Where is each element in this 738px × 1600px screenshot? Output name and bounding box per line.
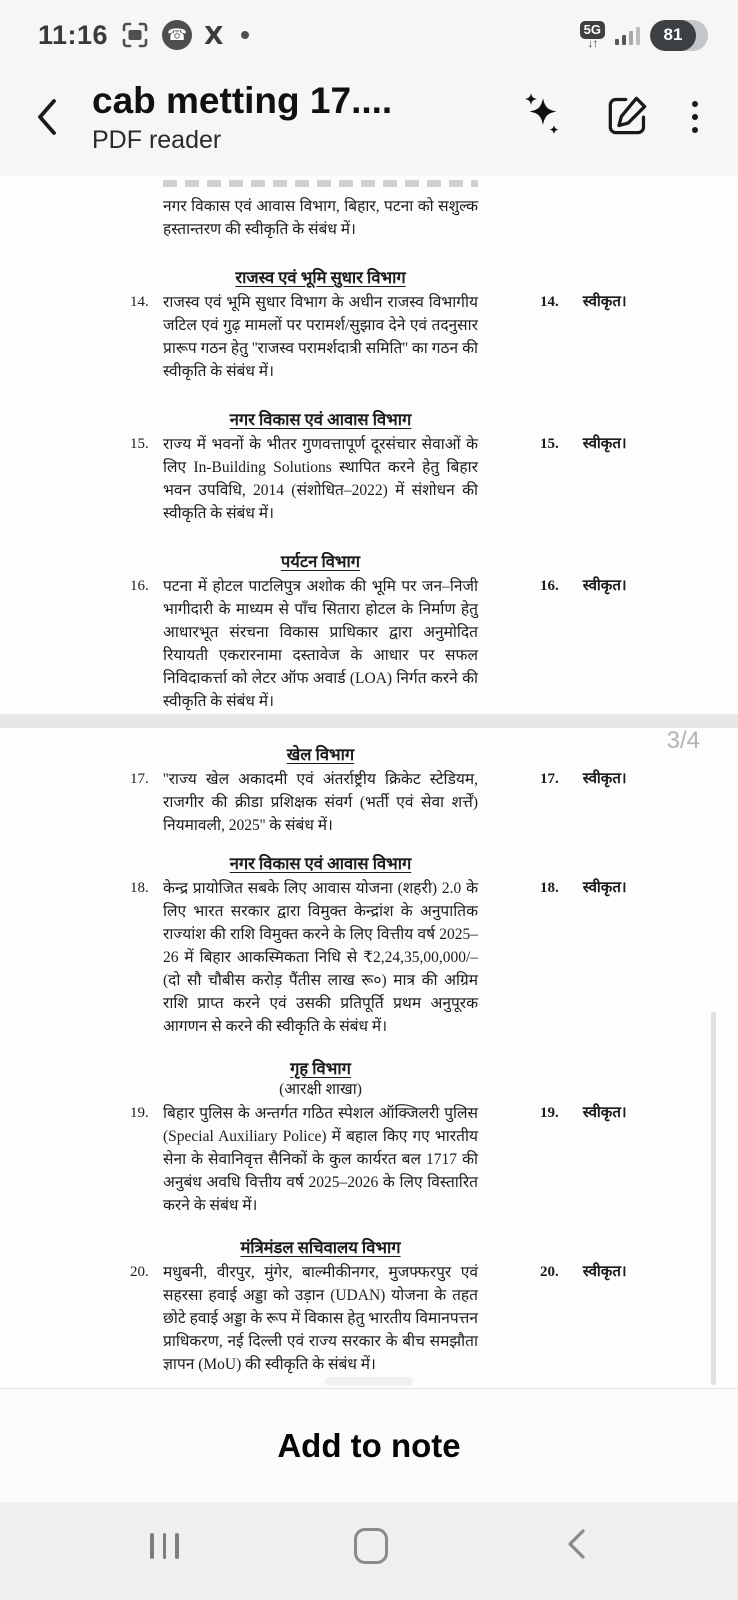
decision-number: 18.	[540, 880, 559, 896]
pdf-viewport[interactable]	[0, 176, 738, 1388]
edit-button[interactable]	[604, 92, 650, 143]
decision-number: 16.	[540, 578, 559, 594]
item-number: 15.	[130, 436, 149, 452]
agenda-item-18	[130, 877, 704, 1038]
section-heading: राजस्व एवं भूमि सुधार विभाग	[235, 268, 406, 287]
decision-number: 15.	[540, 436, 559, 452]
item-number: 19.	[130, 1105, 149, 1121]
bottom-sheet	[0, 1388, 738, 1502]
item-number: 20.	[130, 1264, 149, 1280]
page-indicator: 3/4	[666, 727, 700, 754]
back-button[interactable]	[34, 91, 78, 143]
sheet-handle[interactable]	[325, 1377, 413, 1386]
decision-cell	[478, 768, 704, 837]
call-icon: ☎	[162, 20, 192, 50]
battery-icon	[650, 20, 708, 51]
x-app-icon: X	[204, 20, 224, 50]
item-text: मधुबनी, वीरपुर, मुंगेर, बाल्मीकीनगर, मुजफ्फरपुर एवं सहरसा हवाई अड्डा को उड़ान (UDAN) योजना के तहत छोटे हवाई अड्डा के रूप में विकास हेतु भारतीय विमानपत्तन प्राधिकरण, नई दिल्ली एवं राज्य सरकार के बीच समझौता ज्ञापन (MoU) की स्वीकृति के संबंध में।	[163, 1264, 478, 1373]
section-heading: मंत्रिमंडल सचिवालय विभाग	[240, 1238, 401, 1257]
more-menu-button[interactable]	[688, 97, 702, 137]
agenda-item-14	[130, 291, 704, 383]
decision-status: स्वीकृत।	[582, 880, 627, 896]
section-heading: गृह विभाग	[290, 1059, 351, 1078]
item-text: बिहार पुलिस के अन्तर्गत गठित स्पेशल ऑक्जिलरी पुलिस (Special Auxiliary Police) में बहाल किए गए भारतीय सेना के सेवानिवृत्त सैनिकों के कुल कार्यरत बल 1717 की अनुबंध अवधि वित्तीय वर्ष 2025–2026 के लिए विस्तारित करने के संबंध में।	[163, 1105, 478, 1214]
decision-cell	[478, 575, 704, 713]
item-number: 14.	[130, 294, 149, 310]
ai-assist-button[interactable]	[520, 90, 566, 145]
agenda-item-17	[130, 768, 704, 837]
item-text: ''राज्य खेल अकादमी एवं अंतर्राष्ट्रीय क्रिकेट स्टेडियम, राजगीर की क्रीडा प्रशिक्षक संवर्ग (भर्ती एवं सेवा शर्त्तें) नियमावली, 2025'' के संबंध में।	[163, 771, 478, 834]
section-heading: नगर विकास एवं आवास विभाग	[229, 410, 412, 429]
page-divider	[0, 714, 738, 728]
section-heading: खेल विभाग	[286, 745, 355, 764]
decision-status: स्वीकृत।	[582, 578, 627, 594]
decision-cell	[478, 877, 704, 1038]
item-text: पटना में होटल पाटलिपुत्र अशोक की भूमि पर जन–निजी भागीदारी के माध्यम से पाँच सितारा होटल के निर्माण हेतु आधारभूत संरचना विकास प्राधिकार द्वारा अनुमोदित रियायती एकरारनामा दस्तावेज के आधार पर सफल निविदाकर्त्ता को लेटर ऑफ अवार्ड (LOA) निर्गत करने की स्वीकृति के संबंध में।	[163, 578, 478, 710]
add-to-note-button[interactable]: Add to note	[277, 1426, 461, 1464]
decision-number: 17.	[540, 771, 559, 787]
decision-number: 14.	[540, 294, 559, 310]
5g-badge: 5G ↓↑	[580, 21, 605, 49]
decision-cell	[478, 291, 704, 383]
agenda-item-20	[130, 1261, 704, 1376]
item-number: 16.	[130, 578, 149, 594]
item-number: 18.	[130, 880, 149, 896]
item-number: 17.	[130, 771, 149, 787]
pdf-page-4	[0, 728, 738, 1388]
section-heading: नगर विकास एवं आवास विभाग	[229, 854, 412, 873]
continuation-paragraph: नगर विकास एवं आवास विभाग, बिहार, पटना को सशुल्क हस्तान्तरण की स्वीकृति के संबंध में।	[163, 198, 478, 238]
decision-number: 20.	[540, 1264, 559, 1280]
agenda-item-16	[130, 575, 704, 713]
app-header	[0, 64, 738, 176]
ai-sparkle-icon	[520, 90, 566, 140]
android-navbar	[0, 1502, 738, 1600]
item-text: केन्द्र प्रायोजित सबके लिए आवास योजना (शहरी) 2.0 के लिए भारत सरकार द्वारा विमुक्त केन्द्रांश के अनुपातिक राज्यांश की राशि विमुक्त करने के लिए वित्तीय वर्ष 2025–26 में बिहार आकस्मिकता निधि से ₹2,24,35,00,000/–(दो सौ चौबीस करोड़ पैंतीस लाख रू०) मात्र की अग्रिम राशि प्राप्त करने एवं उसकी प्रतिपूर्ति प्रथम अनुपूरक आगणन से करने की स्वीकृति के संबंध में।	[163, 880, 478, 1035]
decision-status: स्वीकृत।	[582, 1105, 627, 1121]
status-bar	[0, 0, 738, 64]
screenshot-icon	[120, 20, 150, 50]
clock: 11:16	[38, 19, 109, 50]
document-title: cab metting 17....	[92, 79, 393, 121]
notification-dot	[241, 31, 249, 39]
decision-cell	[478, 433, 704, 525]
clipped-text-row	[163, 180, 478, 187]
item-text: राज्य में भवनों के भीतर गुणवत्तापूर्ण दूरसंचार सेवाओं के लिए In-Building Solutions स्थापित करने हेतु बिहार भवन उपविधि, 2014 (संशोधित–2022) में संशोधन की स्वीकृति के संबंध में।	[163, 436, 478, 522]
decision-status: स्वीकृत।	[582, 1264, 627, 1280]
section-heading: पर्यटन विभाग	[280, 552, 361, 571]
pdf-page-3	[0, 176, 738, 754]
home-icon[interactable]	[354, 1528, 388, 1564]
back-nav-icon[interactable]	[564, 1527, 588, 1566]
decision-cell	[478, 1261, 704, 1376]
decision-status: स्वीकृत।	[582, 294, 627, 310]
item-text: राजस्व एवं भूमि सुधार विभाग के अधीन राजस्व विभागीय जटिल एवं गुढ़ मामलों पर परामर्श/सुझाव देने एवं तदनुसार प्रारूप गठन हेतु ''राजस्व परामर्शदात्री समिति'' का गठन की स्वीकृति के संबंध में।	[163, 294, 478, 380]
app-name: PDF reader	[92, 125, 222, 154]
decision-status: स्वीकृत।	[582, 436, 627, 452]
decision-number: 19.	[540, 1105, 559, 1121]
recents-icon[interactable]	[150, 1533, 179, 1559]
decision-cell	[478, 1102, 704, 1217]
scrollbar[interactable]	[711, 1012, 716, 1385]
agenda-item-19	[130, 1102, 704, 1217]
agenda-item-15	[130, 433, 704, 525]
back-icon	[34, 96, 60, 138]
battery-percent: 81	[650, 20, 696, 51]
decision-status: स्वीकृत।	[582, 771, 627, 787]
edit-icon	[604, 92, 650, 138]
signal-bars-icon	[615, 25, 640, 45]
section-subheading: (आरक्षी शाखा)	[279, 1081, 362, 1098]
